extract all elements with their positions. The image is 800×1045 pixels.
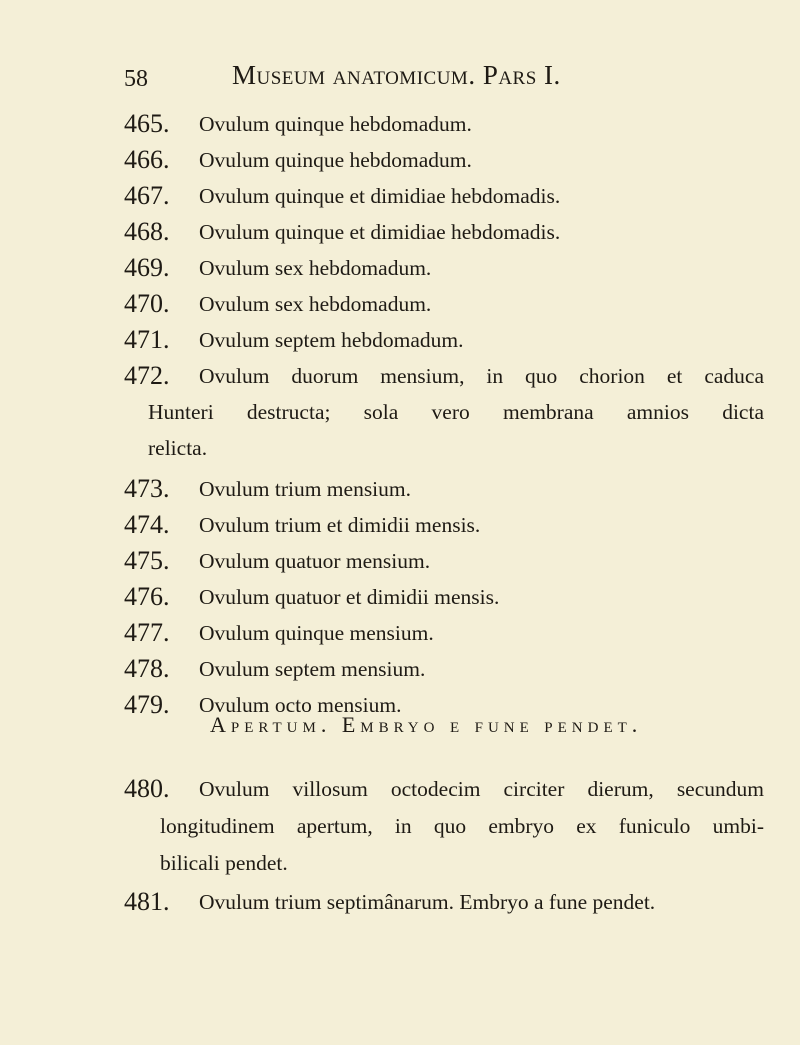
page-number: 58 — [124, 66, 148, 92]
entry-text-line: longitudinem apertum, in quo embryo ex funiculo umbi- — [160, 814, 764, 838]
entry-text: Ovulum sex hebdomadum. — [199, 292, 432, 316]
entry-text: Ovulum octo mensium. — [199, 693, 402, 717]
entry-number: 471. — [124, 325, 170, 354]
entry-text: Ovulum quinque et dimidiae hebdomadis. — [199, 220, 561, 244]
entry-number: 467. — [124, 181, 170, 210]
entry-number: 474. — [124, 510, 170, 539]
entry-text: Ovulum trium et dimidii mensis. — [199, 513, 481, 537]
entry-number: 480. — [124, 774, 170, 803]
entry-number: 469. — [124, 253, 170, 282]
entry-text-line: Ovulum duorum mensium, in quo chorion et caduca — [199, 364, 764, 388]
entry-number: 478. — [124, 654, 170, 683]
entry-number: 477. — [124, 618, 170, 647]
entry-number: 465. — [124, 109, 170, 138]
entry-number: 470. — [124, 289, 170, 318]
entry-number: 473. — [124, 474, 170, 503]
entry-text: Ovulum quatuor et dimidii mensis. — [199, 585, 500, 609]
entry-number: 468. — [124, 217, 170, 246]
entry-text: Ovulum trium septimânarum. Embryo a fune pendet. — [199, 890, 656, 914]
section-heading: Apertum. Embryo e fune pendet. — [210, 712, 643, 737]
entry-text-line: bilicali pendet. — [160, 851, 288, 875]
entry-text: Ovulum quinque et dimidiae hebdomadis. — [199, 184, 561, 208]
entry-number: 476. — [124, 582, 170, 611]
entry-text-line: Hunteri destructa; sola vero membrana amnios dicta — [148, 400, 764, 424]
entry-text-line: relicta. — [148, 436, 208, 460]
catalog-entry — [124, 770, 764, 880]
entry-text-line: Ovulum villosum octodecim circiter dierum, secundum — [199, 777, 764, 801]
entry-text: Ovulum septem mensium. — [199, 657, 426, 681]
entry-text: Ovulum trium mensium. — [199, 477, 412, 501]
entry-text: Ovulum quinque mensium. — [199, 621, 434, 645]
entry-number: 479. — [124, 690, 170, 719]
entry-text: Ovulum septem hebdomadum. — [199, 328, 464, 352]
entry-text: Ovulum quinque hebdomadum. — [199, 148, 472, 172]
entry-text: Ovulum sex hebdomadum. — [199, 256, 432, 280]
catalog-entry — [124, 357, 764, 467]
entry-number: 466. — [124, 145, 170, 174]
entry-number: 472. — [124, 361, 170, 390]
entry-text: Ovulum quinque hebdomadum. — [199, 112, 472, 136]
entry-number: 481. — [124, 887, 170, 916]
entry-text: Ovulum quatuor mensium. — [199, 549, 431, 573]
running-title: Museum anatomicum. Pars I. — [232, 60, 561, 90]
page-header — [0, 60, 800, 100]
entry-number: 475. — [124, 546, 170, 575]
